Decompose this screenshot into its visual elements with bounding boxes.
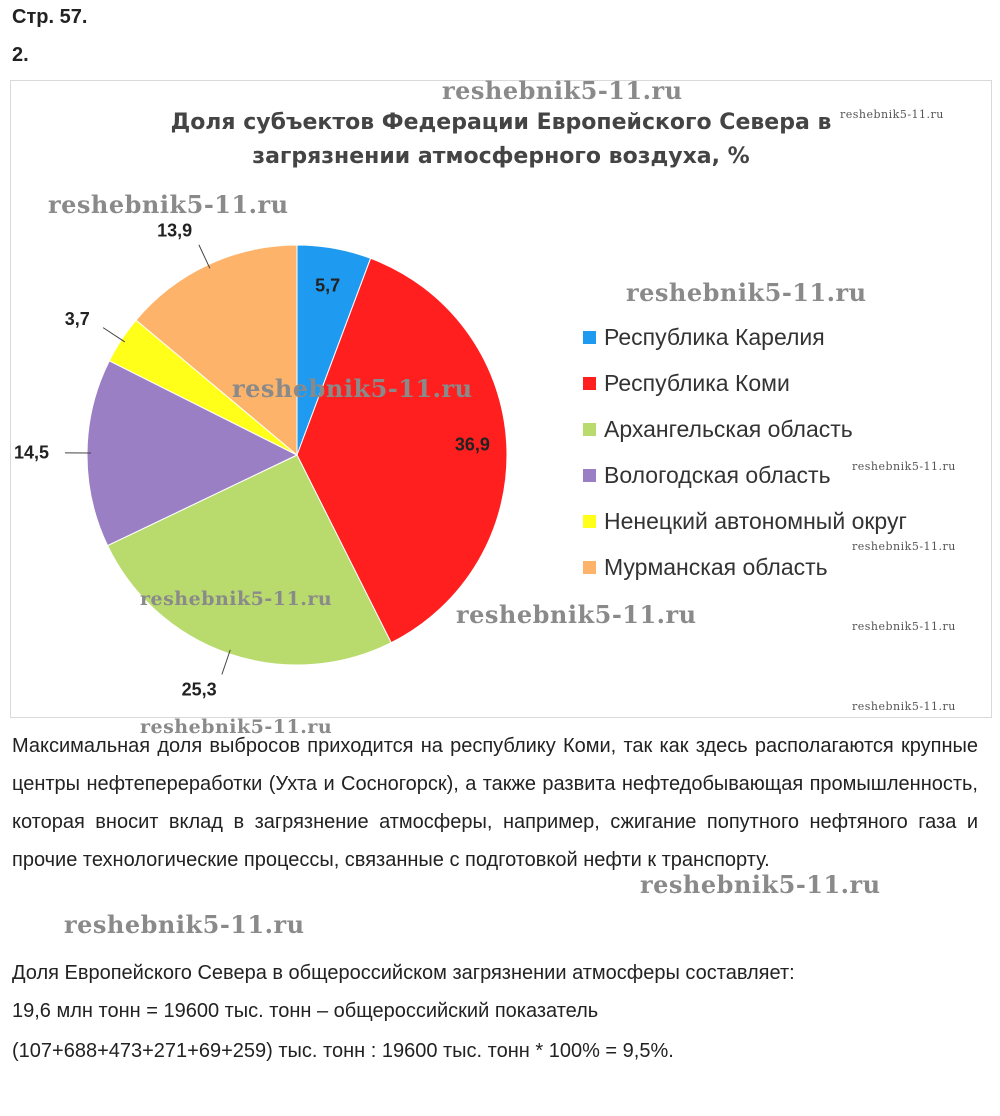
watermark: reshebnik5-11.ru [840,108,944,121]
legend-label-5: Ненецкий автономный округ [604,508,907,534]
leader-line-3 [222,650,230,675]
watermark: reshebnik5-11.ru [140,716,333,738]
watermark: reshebnik5-11.ru [64,910,305,939]
watermark: reshebnik5-11.ru [48,190,289,219]
legend-swatch-6 [583,561,596,574]
watermark: reshebnik5-11.ru [140,588,333,610]
legend-swatch-4 [583,469,596,482]
watermark: reshebnik5-11.ru [456,600,697,629]
watermark: reshebnik5-11.ru [852,540,956,553]
legend-label-1: Республика Карелия [604,324,825,350]
data-label-5: 3,7 [64,308,90,329]
chart-title-line-1: Доля субъектов Федерации Европейского Севера в [170,110,832,135]
watermark: reshebnik5-11.ru [852,460,956,473]
leader-line-6 [199,245,210,269]
watermark: reshebnik5-11.ru [852,700,956,713]
data-label-3: 25,3 [181,679,217,700]
explanation-paragraph: Максимальная доля выбросов приходится на республику Коми, так как здесь располагаются крупные центры нефтепереработки (Ухта и Сосногорск), а также развита нефтедобывающая промышленность, которая вносит вклад в загрязнение атмосферы, например, сжигание попутного нефтяного газа и прочие технологические процессы, связанные с подготовкой нефти к транспорту. [12,735,978,871]
legend-label-6: Мурманская область [604,554,828,580]
answer-line-2: 19,6 млн тонн = 19600 тыс. тонн – общероссийский показатель [12,1000,599,1022]
legend-label-2: Республика Коми [604,370,790,396]
answer-line-1: Доля Европейского Севера в общероссийском загрязнении атмосферы составляет: [12,962,795,984]
watermark: reshebnik5-11.ru [232,374,473,403]
watermark: reshebnik5-11.ru [852,620,956,633]
data-label-2: 36,9 [454,434,490,455]
data-label-6: 13,9 [157,220,193,241]
leader-line-5 [103,328,125,342]
watermark: reshebnik5-11.ru [442,76,683,105]
legend-swatch-2 [583,377,596,390]
legend-label-4: Вологодская область [604,462,831,488]
watermark: reshebnik5-11.ru [626,278,867,307]
legend-swatch-1 [583,331,596,344]
watermark: reshebnik5-11.ru [640,870,881,899]
data-label-4: 14,5 [13,442,50,463]
legend-swatch-5 [583,515,596,528]
legend-swatch-3 [583,423,596,436]
answer-line-3: (107+688+473+271+69+259) тыс. тонн : 19600 тыс. тонн * 100% = 9,5%. [12,1040,674,1062]
data-label-1: 5,7 [315,275,341,296]
task-number: 2. [12,44,29,66]
chart-title-line-2: загрязнении атмосферного воздуха, % [252,144,750,169]
legend-label-3: Архангельская область [604,416,853,442]
page-reference: Стр. 57. [12,6,88,28]
